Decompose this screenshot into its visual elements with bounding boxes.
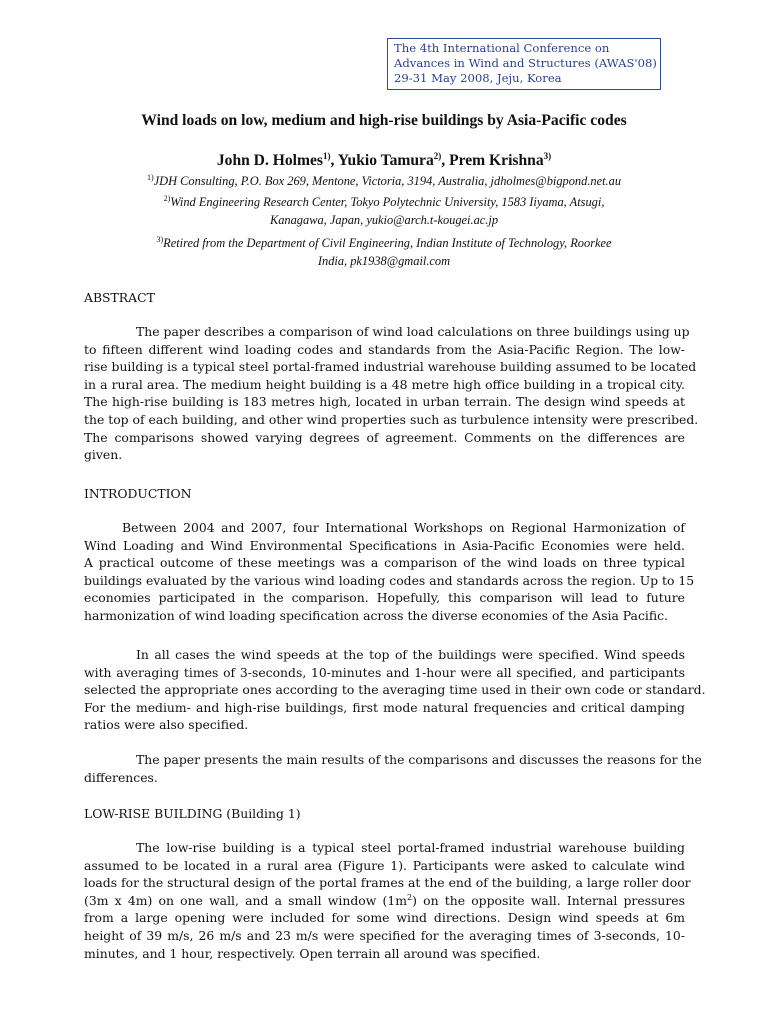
introduction-paragraph-1 (84, 519, 695, 625)
abstract-paragraph (84, 323, 699, 464)
affiliation-superscript: 2) (163, 193, 171, 203)
text-line: Wind Loading and Wind Environmental Specifications in Asia-Pacific Economies were held. (84, 537, 685, 553)
introduction-paragraph-2 (84, 646, 706, 734)
text-line: minutes, and 1 hour, respectively. Open terrain all around was specified. (84, 945, 541, 961)
text-line: The high-rise building is 183 metres high, located in urban terrain. The design wind speeds at (84, 394, 685, 410)
text-line: Between 2004 and 2007, four International Workshops on Regional Harmonization of (122, 520, 685, 535)
conference-line: Advances in Wind and Structures (AWAS'08) (394, 56, 657, 70)
text-line: from a large opening were included for some wind directions. Design wind speeds at 6m (84, 910, 685, 926)
affiliation-text: India, pk1938@gmail.com (317, 254, 451, 268)
affiliation-superscript: 3) (156, 234, 164, 244)
text-line: height of 39 m/s, 26 m/s and 23 m/s were specified for the averaging times of 3-seconds, 10- (84, 927, 685, 943)
text-line: harmonization of wind loading specification across the diverse economies of the Asia Pacific. (84, 607, 668, 623)
text-line: The paper describes a comparison of wind load calculations on three buildings using up (136, 324, 690, 339)
affiliation-superscript: 1) (146, 172, 154, 182)
lowrise-paragraph (84, 839, 691, 962)
affiliation-text: Kanagawa, Japan, yukio@arch.t-kougei.ac.jp (269, 213, 499, 227)
affiliation-text: Retired from the Department of Civil Engineering, Indian Institute of Technology, Roorkee (163, 236, 612, 250)
section-heading-abstract: ABSTRACT (84, 290, 155, 305)
author-name: , Yukio Tamura (330, 152, 434, 169)
introduction-paragraph-3 (84, 751, 702, 786)
conference-line: The 4th International Conference on (394, 41, 610, 55)
text-line: The paper presents the main results of the comparisons and discusses the reasons for the (136, 752, 702, 767)
text-line (84, 892, 685, 910)
author-superscript: 3) (543, 150, 552, 161)
text-line: The low-rise building is a typical steel portal-framed industrial warehouse building (136, 840, 685, 855)
text-line: ratios were also specified. (84, 717, 249, 733)
text-segment: ) on the opposite wall. Internal pressures (412, 892, 685, 908)
author-superscript: 1) (322, 150, 331, 161)
text-line: rise building is a typical steel portal-framed industrial warehouse building assumed to be located (84, 359, 697, 375)
conference-info-box (387, 38, 661, 90)
conference-line: 29-31 May 2008, Jeju, Korea (394, 71, 562, 85)
text-line: loads for the structural design of the portal frames at the end of the building, a large roller door (84, 875, 691, 891)
text-line: to fifteen different wind loading codes and standards from the Asia-Pacific Region. The low- (84, 341, 685, 357)
text-line: given. (84, 447, 123, 463)
affiliation-3 (80, 234, 688, 270)
affiliation-text: Wind Engineering Research Center, Tokyo Polytechnic University, 1583 Iiyama, Atsugi, (170, 195, 605, 209)
text-line: the top of each building, and other wind properties such as turbulence intensity were prescribed. (84, 411, 699, 427)
author-superscript: 2) (433, 150, 442, 161)
paper-title: Wind loads on low, medium and high-rise buildings by Asia-Pacific codes (141, 112, 627, 129)
affiliation-2 (80, 193, 688, 229)
text-line: buildings evaluated by the various wind loading codes and standards across the region. Up to 15 (84, 572, 695, 588)
text-segment: (3m x 4m) on one wall, and a small window (1m (84, 892, 407, 908)
text-line: economies participated in the comparison. Hopefully, this comparison will lead to future (84, 590, 685, 606)
text-line: A practical outcome of these meetings was a comparison of the wind loads on three typical (84, 555, 685, 571)
text-line: For the medium- and high-rise buildings, first mode natural frequencies and critical damping (84, 699, 685, 715)
author-list (0, 152, 768, 170)
text-line: The comparisons showed varying degrees of agreement. Comments on the differences are (84, 429, 685, 445)
text-line: with averaging times of 3-seconds, 10-minutes and 1-hour were all specified, and participants (84, 664, 685, 680)
text-line: selected the appropriate ones according to the averaging time used in their own code or standard. (84, 682, 706, 698)
text-line: differences. (84, 769, 158, 785)
affiliation-text: JDH Consulting, P.O. Box 269, Mentone, Victoria, 3194, Australia, jdholmes@bigpond.net.au (153, 174, 622, 188)
author-name: , Prem Krishna (441, 152, 544, 169)
text-line: in a rural area. The medium height building is a 48 metre high office building in a tropical city. (84, 376, 685, 392)
section-heading-lowrise: LOW-RISE BUILDING (Building 1) (84, 806, 301, 821)
affiliation-1 (80, 172, 688, 190)
section-heading-introduction: INTRODUCTION (84, 486, 192, 501)
author-name: John D. Holmes (216, 152, 323, 169)
text-line: In all cases the wind speeds at the top of the buildings were specified. Wind speeds (136, 647, 685, 662)
superscript: 2 (407, 892, 413, 902)
text-line: assumed to be located in a rural area (Figure 1). Participants were asked to calculate wind (84, 857, 685, 873)
